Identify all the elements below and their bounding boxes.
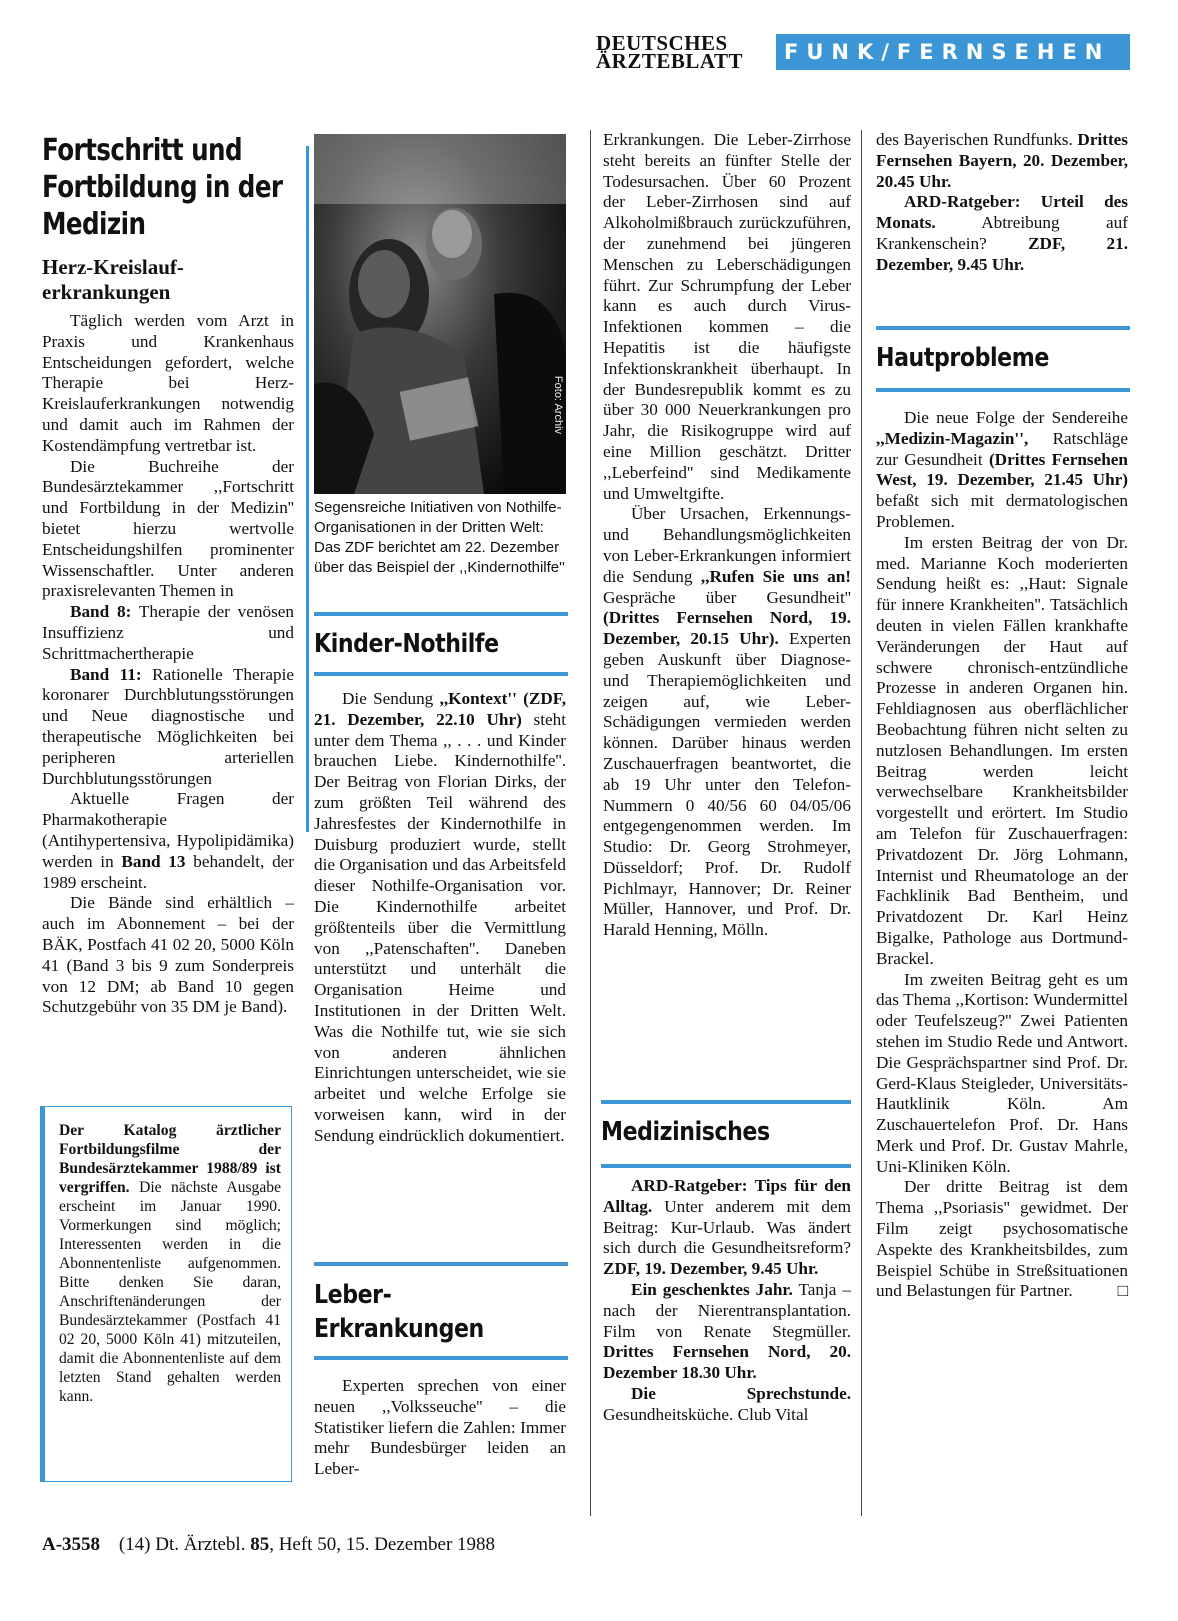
heading-medizinisches: Medizinisches <box>601 1117 770 1147</box>
band-label: Band 8: <box>70 602 132 622</box>
paragraph-band11: Band 11: Rationelle Therapie koronarer Durchblutungsstörungen und Neue diagnostische und therapeutische Möglichkeiten bei peripheren arteriellen Durchblutungsstörungen <box>42 664 294 788</box>
divider-col2-col3 <box>590 130 591 1516</box>
article-body <box>42 311 294 1018</box>
photo-image <box>314 134 566 494</box>
article-subtitle: Herz-Kreislauf-erkrankungen <box>42 255 184 304</box>
article-fortschritt <box>42 132 294 1018</box>
heading-leber-erkrankungen: Leber- Erkrankungen <box>314 1280 484 1344</box>
page-number: A-3558 <box>42 1534 101 1555</box>
info-box-text <box>59 1121 281 1406</box>
paragraph: Die Bände sind erhältlich – auch im Abonnement – bei der BÄK, Postfach 41 02 20, 5000 Köln 41 (Band 3 bis 9 zum Sonderpreis von 12 DM; ab Band 10 gegen Schutzgebühr von 35 DM je Band). <box>42 893 294 1017</box>
masthead-line1: DEUTSCHES <box>596 31 728 55</box>
paragraph-band8: Band 8: Therapie der venösen Insuffizienz und Schrittmachertherapie <box>42 602 294 663</box>
rule <box>314 1262 568 1266</box>
band-label: Band 11: <box>70 664 142 684</box>
heading-hautprobleme: Hautprobleme <box>876 343 1049 373</box>
article-leber: Experten sprechen von einer neuen ,,Volksseuche'' – die Statistiker liefern die Zahlen: Immer mehr Bundesbürger leiden an Leber- <box>314 1376 566 1479</box>
photo <box>314 134 566 494</box>
paragraph: Täglich werden vom Arzt in Praxis und Krankenhaus Entscheidungen gefordert, welche Therapie bei Herz-Kreislauferkrankungen notwendig und damit auch im Rahmen der Kostendämpfung vertretbar ist. <box>42 311 294 455</box>
divider-col3-col4 <box>861 130 862 1516</box>
info-box-body: Die nächste Ausgabe erscheint im Januar 1990. Vormerkungen sind möglich; Interessenten werden in die Abonnentenliste aufgenommen. Bitte denken Sie daran, Anschriftenänderungen der Bundesärztekammer (Postfach 41 02 20, 5000 Köln 41) mitzuteilen, damit die Abonnentenliste auf dem letzten Stand gehalten werden kann. <box>59 1179 281 1405</box>
rule <box>601 1164 851 1168</box>
rule <box>876 326 1130 330</box>
rule <box>314 1356 568 1360</box>
article-title: Fortschritt und Fortbildung in der Medizin <box>42 133 283 242</box>
photo-caption: Segensreiche Initiativen von Nothilfe-Organisationen in der Dritten Welt: Das ZDF berichtet am 22. Dezember über das Beispiel der ,,Kindernothilfe'' <box>314 499 565 576</box>
footer: A-3558 (14) Dt. Ärztebl. 85, Heft 50, 15. Dezember 1988 <box>42 1534 496 1555</box>
section-banner <box>776 34 1130 70</box>
info-box <box>40 1106 292 1482</box>
paragraph: Aktuelle Fragen der Pharmakotherapie (Antihypertensiva, Hypolipidämika) werden in Band 13 behandelt, der 1989 erscheint. <box>42 789 295 892</box>
paragraph: Die Buchreihe der Bundesärztekammer ,,Fortschritt und Fortbildung in der Medizin'' bietet hierzu wertvolle Entscheidungshilfen prominenter Wissenschaftler. Unter anderen praxisrelevanten Themen in <box>42 456 294 601</box>
photo-credit: Foto: Archiv <box>552 375 564 434</box>
rule <box>314 612 568 616</box>
section-title: FUNK/FERNSEHEN <box>784 40 1111 64</box>
rule <box>876 388 1130 392</box>
heading-kinder-nothilfe: Kinder-Nothilfe <box>314 629 499 659</box>
article-hautprobleme: Die neue Folge der Sendereihe ,,Medizin-Magazin'', Ratschläge zur Gesundheit (Drittes Fernsehen West, 19. Dezember, 21.45 Uhr) befaßt sich mit dermatologischen Problemen. Im ersten Beitrag der von Dr. med. Marianne Koch moderierten Sendung heißt es: ,,Haut: Signale für innere Krankheiten''. Tatsächlich deuten in vielen Fällen krankhafte Veränderungen der Haut auf schwere chronisch-entzündliche Prozesse in anderen Organen hin. Fehldiagnosen aus oberflächlicher Beobachtung führen nicht selten zu nutzlosen Behandlungen. Im ersten Beitrag werden leicht verwechselbare Krankheitsbilder vorgestellt und erörtert. Im Studio am Telefon für Zuschauerfragen: Privatdozent Dr. Jörg Lohmann, Internist und Rheumatologe an der Fachklinik Bad Bentheim, und Privatdozent Dr. Karl Heinz Bigalke, Pathologe aus Dortmund-Brackel. Im zweiten Beitrag geht es um das Thema ,,Kortison: Wundermittel oder Teufelszeug?'' Zwei Patienten stehen im Studio Rede und Antwort. Die Gesprächspartner sind Prof. Dr. Gerd-Klaus Steigleder, Universitäts-Hautklinik Köln. Am Zuschauertelefon Prof. Dr. Hans Merk und Prof. Dr. Gustav Mahrle, Uni-Kliniken Köln. Der dritte Beitrag ist dem Thema ,,Psoriasis'' gewidmet. Der Film zeigt psychosomatische Aspekte des Krankheitsbildes, zum Beispiel Schübe in Streßsituationen und Belastungen für Partner. □ <box>876 408 1128 1301</box>
masthead <box>596 31 766 73</box>
masthead-line2: ÄRZTEBLATT <box>596 49 743 73</box>
article-leber-cont: Erkrankungen. Die Leber-Zirrhose steht bereits an fünfter Stelle der Todesursachen. Über 60 Prozent der Leber-Zirrhosen sind auf Alkoholmißbrauch zurückzuführen, der zunehmend bei jüngeren Menschen zu Leberschädigungen führt. Zur Schrumpfung der Leber kann es auch durch Virus-Infektionen kommen – die Hepatitis ist die häufigste Infektionskrankheit überhaupt. In der Bundesrepublik kommt es zu über 30 000 Neuerkrankungen pro Jahr, die Risikogruppe wird auf eine Million geschätzt. Dritter ,,Leberfeind'' sind Medikamente und Umweltgifte. Über Ursachen, Erkennungs- und Behandlungsmöglichkeiten von Leber-Erkrankungen informiert die Sendung ,,Rufen Sie uns an! Gespräche über Gesundheit'' (Drittes Fernsehen Nord, 19. Dezember, 20.15 Uhr). Experten geben Auskunft über Diagnose- und Therapiemöglichkeiten und zeigen auf, wie Leber-Schädigungen vermieden werden können. Darüber hinaus werden Zuschauerfragen beantwortet, die ab 19 Uhr unter den Telefon-Nummern 0 40/56 60 04/05/06 entgegengenommen werden. Im Studio: Dr. Georg Strohmeyer, Düsseldorf; Prof. Dr. Rudolf Pichlmayr, Hannover; Dr. Reiner Müller, Hannover, und Prof. Dr. Harald Henning, Mölln. <box>603 130 851 940</box>
article-medizinisches-cont: des Bayerischen Rundfunks. Drittes Fernsehen Bayern, 20. Dezember, 20.45 Uhr. ARD-Ratgeber: Urteil des Monats. Abtreibung auf Krankenschein? ZDF, 21. Dezember, 9.45 Uhr. <box>876 130 1129 274</box>
end-mark-icon: □ <box>1117 1281 1128 1301</box>
article-kinder-nothilfe: Die Sendung ,,Kontext'' (ZDF, 21. Dezember, 22.10 Uhr) steht unter dem Thema ,, . . . und Kinder brauchen Liebe. Kindernothilfe''. Der Beitrag von Florian Dirks, der zum größten Teil während des Jahresfestes der Kindernothilfe in Duisburg produziert wurde, stellt die Organisation und das Arbeitsfeld dieser Nothilfe-Organisation vor. Die Kindernothilfe arbeitet größtenteils über die Vermittlung von ,,Patenschaften''. Daneben unterstützt und unterhält die Organisation Heime und Institutionen in der Dritten Welt. Was die Nothilfe tut, wie sie sich von anderen ähnlichen Einrichtungen unterscheidet, wie sie arbeitet und welche Erfolge sie vorweisen kann, wird in der Sendung eindrücklich dokumentiert. <box>314 689 567 1145</box>
article-medizinisches: ARD-Ratgeber: Tips für den Alltag. Unter anderem mit dem Beitrag: Kur-Urlaub. Was ändert sich durch die Gesundheitsreform? ZDF, 19. Dezember, 9.45 Uhr. Ein geschenktes Jahr. Tanja – nach der Nierentransplantation. Film von Renate Stegmüller. Drittes Fernsehen Nord, 20. Dezember 18.30 Uhr. Die Sprechstunde. Gesundheitsküche. Club Vital <box>603 1176 852 1424</box>
rule <box>601 1100 851 1104</box>
rule <box>314 672 568 676</box>
divider-col1-col2 <box>306 146 309 832</box>
info-box-bold: Der Katalog ärztlicher Fortbildungsfilme der Bundesärztekammer 1988/89 ist vergriffen. <box>59 1122 281 1196</box>
